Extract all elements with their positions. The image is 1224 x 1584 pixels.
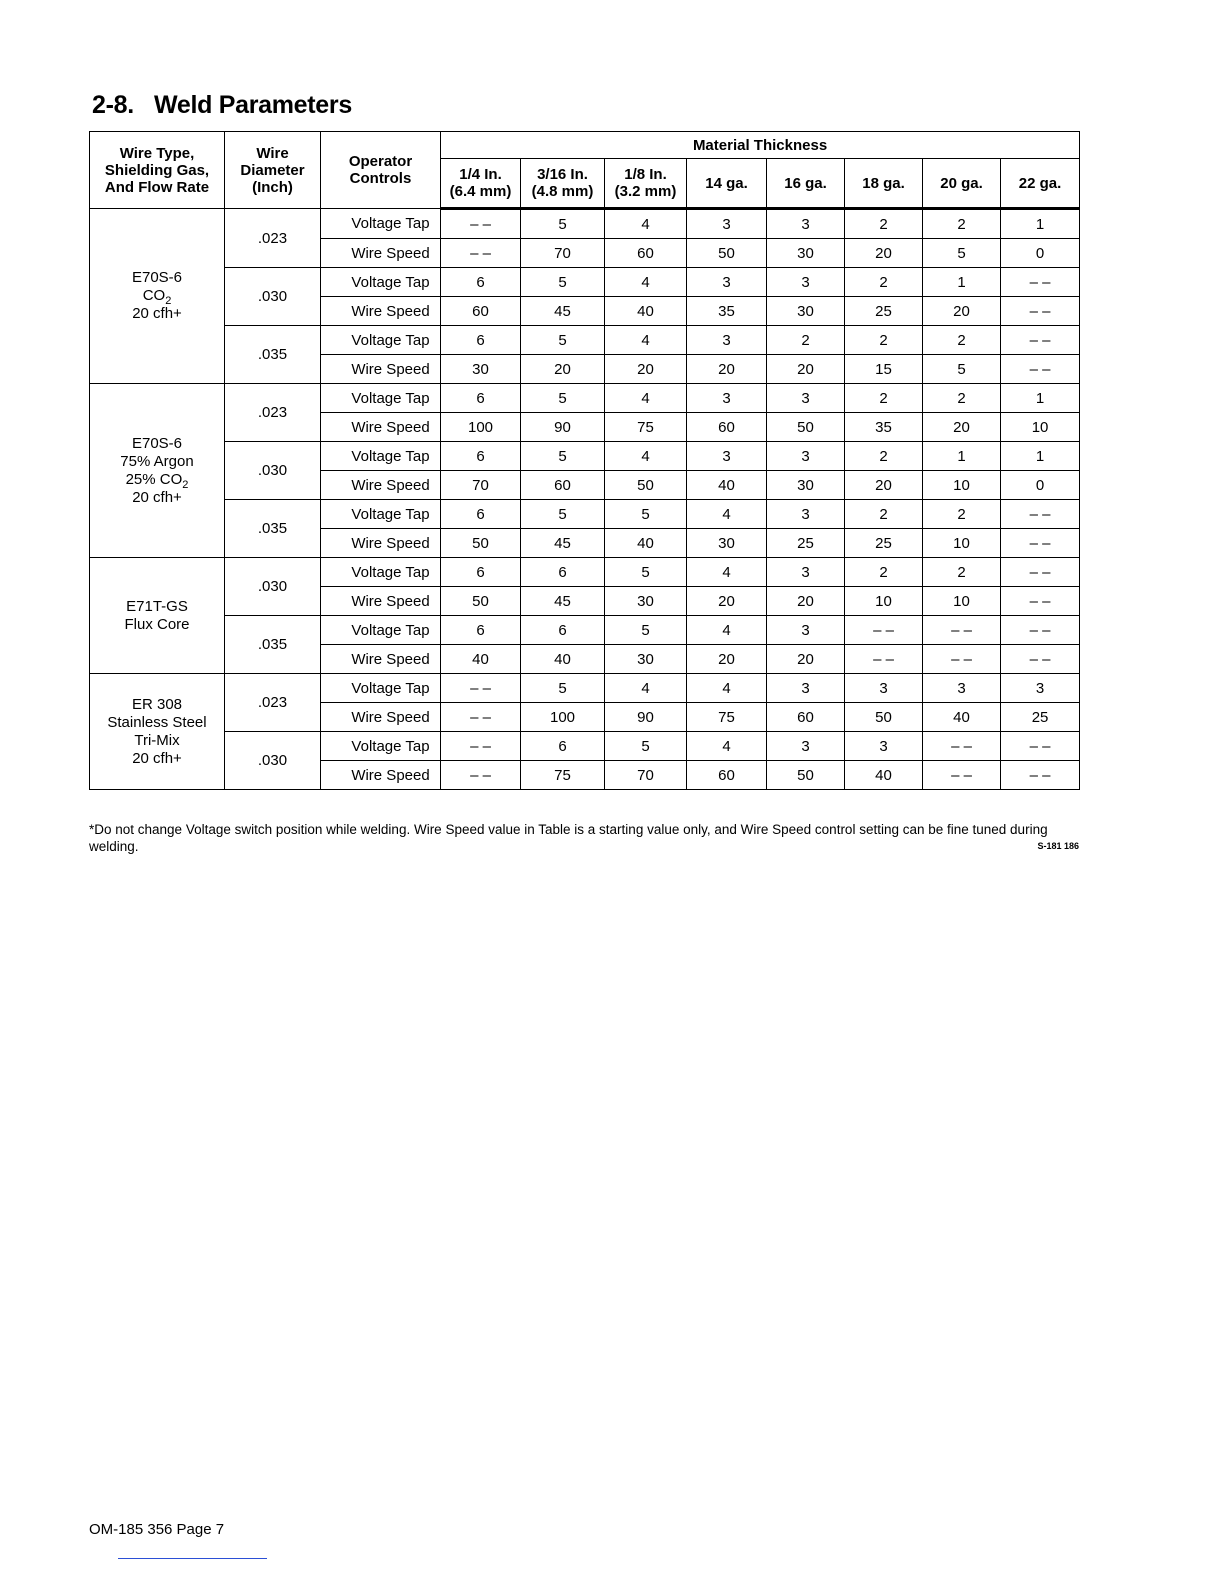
value-cell: 3 <box>687 384 767 413</box>
wire-diameter-cell: .030 <box>225 442 321 500</box>
operator-control-cell: Wire Speed <box>321 703 441 732</box>
header-wire-type-line: And Flow Rate <box>104 178 210 196</box>
value-cell: 60 <box>687 413 767 442</box>
value-cell: – – <box>923 616 1001 645</box>
value-cell: – – <box>441 209 521 239</box>
value-cell: 6 <box>441 326 521 355</box>
operator-control-cell: Voltage Tap <box>321 384 441 413</box>
value-cell: 70 <box>521 239 605 268</box>
value-cell: 90 <box>605 703 687 732</box>
header-thickness-line: 18 ga. <box>862 174 905 192</box>
header-wire-diameter-line: Diameter <box>240 161 305 179</box>
operator-control-cell: Wire Speed <box>321 413 441 442</box>
value-cell: 30 <box>441 355 521 384</box>
header-wire-type <box>90 132 225 209</box>
wire-diameter-cell: .023 <box>225 384 321 442</box>
value-cell: – – <box>441 761 521 790</box>
section-number: 2-8. <box>92 91 134 119</box>
header-thickness-line: 3/16 In. <box>537 166 588 183</box>
operator-control-cell: Voltage Tap <box>321 209 441 239</box>
operator-control-cell: Voltage Tap <box>321 674 441 703</box>
value-cell: 60 <box>441 297 521 326</box>
value-cell: 25 <box>767 529 845 558</box>
value-cell: – – <box>1001 645 1080 674</box>
wire-diameter-cell: .035 <box>225 500 321 558</box>
value-cell: – – <box>923 645 1001 674</box>
value-cell: 6 <box>441 616 521 645</box>
wire-diameter-cell: .030 <box>225 558 321 616</box>
value-cell: 70 <box>605 761 687 790</box>
value-cell: 3 <box>767 616 845 645</box>
wire-type-label-line: Stainless Steel <box>107 713 207 731</box>
header-operator-controls <box>321 132 441 209</box>
value-cell: 75 <box>605 413 687 442</box>
header-thickness-col <box>923 159 1001 209</box>
value-cell: 20 <box>767 587 845 616</box>
value-cell: 40 <box>605 297 687 326</box>
value-cell: – – <box>1001 732 1080 761</box>
value-cell: – – <box>441 732 521 761</box>
value-cell: 10 <box>923 471 1001 500</box>
wire-diameter-cell: .023 <box>225 209 321 268</box>
operator-control-cell: Wire Speed <box>321 587 441 616</box>
value-cell: 6 <box>441 558 521 587</box>
header-thickness-col <box>1001 159 1080 209</box>
value-cell: 30 <box>605 587 687 616</box>
header-thickness-line: (3.2 mm) <box>614 183 677 200</box>
value-cell: 2 <box>923 326 1001 355</box>
header-operator-controls-line: Controls <box>349 170 412 187</box>
value-cell: 30 <box>687 529 767 558</box>
value-cell: – – <box>1001 297 1080 326</box>
value-cell: – – <box>441 703 521 732</box>
value-cell: 4 <box>687 500 767 529</box>
operator-control-cell: Wire Speed <box>321 761 441 790</box>
value-cell: – – <box>1001 268 1080 297</box>
wire-type-label-line: 75% Argon <box>120 452 194 470</box>
value-cell: 6 <box>521 558 605 587</box>
value-cell: 2 <box>845 558 923 587</box>
header-thickness-line: (6.4 mm) <box>449 183 512 200</box>
value-cell: 6 <box>441 268 521 297</box>
value-cell: 30 <box>767 297 845 326</box>
value-cell: 5 <box>521 674 605 703</box>
value-cell: 20 <box>687 587 767 616</box>
value-cell: 4 <box>687 732 767 761</box>
value-cell: 4 <box>605 326 687 355</box>
value-cell: 2 <box>923 500 1001 529</box>
table-row <box>90 674 1080 703</box>
section-title-text: Weld Parameters <box>154 91 352 119</box>
wire-type-label-line: $CO_2$ <box>142 287 172 307</box>
value-cell: 50 <box>845 703 923 732</box>
value-cell: 40 <box>687 471 767 500</box>
value-cell: 4 <box>687 616 767 645</box>
value-cell: – – <box>441 674 521 703</box>
header-wire-type-line: Shielding Gas, <box>104 161 210 179</box>
wire-type-label-line: Tri-Mix <box>134 731 180 749</box>
value-cell: 3 <box>767 674 845 703</box>
value-cell: 20 <box>767 355 845 384</box>
header-wire-diameter-line: Wire <box>256 144 289 162</box>
value-cell: 1 <box>1001 384 1080 413</box>
value-cell: 45 <box>521 297 605 326</box>
value-cell: 45 <box>521 529 605 558</box>
header-wire-type-line: Wire Type, <box>119 144 195 162</box>
header-thickness-col <box>605 159 687 209</box>
value-cell: 100 <box>441 413 521 442</box>
value-cell: 35 <box>687 297 767 326</box>
value-cell: 60 <box>605 239 687 268</box>
value-cell: 3 <box>687 442 767 471</box>
value-cell: 2 <box>845 384 923 413</box>
value-cell: 35 <box>845 413 923 442</box>
value-cell: 5 <box>923 355 1001 384</box>
value-cell: 4 <box>687 674 767 703</box>
value-cell: 3 <box>767 268 845 297</box>
weld-parameters-table <box>89 131 1080 790</box>
header-thickness-col <box>441 159 521 209</box>
value-cell: 50 <box>767 413 845 442</box>
value-cell: 0 <box>1001 471 1080 500</box>
operator-control-cell: Wire Speed <box>321 645 441 674</box>
operator-control-cell: Wire Speed <box>321 239 441 268</box>
value-cell: 3 <box>845 732 923 761</box>
wire-type-label-line: 20 cfh+ <box>132 488 182 506</box>
value-cell: 0 <box>1001 239 1080 268</box>
value-cell: 40 <box>923 703 1001 732</box>
value-cell: 5 <box>521 500 605 529</box>
table-row <box>90 442 1080 471</box>
value-cell: 10 <box>923 587 1001 616</box>
value-cell: 10 <box>923 529 1001 558</box>
value-cell: 50 <box>687 239 767 268</box>
wire-type-label-line: 25% $CO_2$ <box>125 470 189 491</box>
value-cell: 6 <box>441 384 521 413</box>
value-cell: 75 <box>687 703 767 732</box>
wire-type-label-line: 20 cfh+ <box>132 305 182 322</box>
section-title <box>92 91 352 120</box>
value-cell: – – <box>1001 761 1080 790</box>
value-cell: 20 <box>687 645 767 674</box>
value-cell: 3 <box>923 674 1001 703</box>
value-cell: – – <box>1001 616 1080 645</box>
value-cell: 40 <box>441 645 521 674</box>
header-thickness-line: 20 ga. <box>940 174 983 192</box>
value-cell: 60 <box>521 471 605 500</box>
footer-rule <box>118 1558 267 1559</box>
value-cell: 20 <box>845 471 923 500</box>
value-cell: 25 <box>845 529 923 558</box>
value-cell: 2 <box>923 384 1001 413</box>
value-cell: 5 <box>605 616 687 645</box>
table-footnote: *Do not change Voltage switch position while welding. Wire Speed value in Table is a starting value only, and Wire Speed control setting can be fine tuned during welding. <box>89 822 1048 854</box>
value-cell: 2 <box>845 442 923 471</box>
value-cell: 3 <box>1001 674 1080 703</box>
value-cell: 20 <box>923 297 1001 326</box>
value-cell: 90 <box>521 413 605 442</box>
value-cell: 60 <box>687 761 767 790</box>
operator-control-cell: Wire Speed <box>321 355 441 384</box>
table-row <box>90 500 1080 529</box>
value-cell: 5 <box>521 268 605 297</box>
wire-type-group-label <box>90 209 225 384</box>
operator-control-cell: Voltage Tap <box>321 500 441 529</box>
value-cell: 2 <box>845 268 923 297</box>
operator-control-cell: Wire Speed <box>321 471 441 500</box>
wire-type-label-line: ER 308 <box>131 695 183 713</box>
value-cell: 25 <box>845 297 923 326</box>
value-cell: 50 <box>441 529 521 558</box>
value-cell: 3 <box>687 268 767 297</box>
value-cell: – – <box>845 645 923 674</box>
wire-type-label-line: E70S-6 <box>131 434 183 452</box>
header-material-thickness: Material Thickness <box>441 132 1080 159</box>
value-cell: 30 <box>605 645 687 674</box>
value-cell: 40 <box>521 645 605 674</box>
wire-type-label-line: E70S-6 <box>131 269 183 286</box>
value-cell: 3 <box>767 442 845 471</box>
value-cell: 2 <box>845 326 923 355</box>
value-cell: 3 <box>767 558 845 587</box>
value-cell: 2 <box>923 558 1001 587</box>
value-cell: 4 <box>605 209 687 239</box>
value-cell: 4 <box>687 558 767 587</box>
value-cell: – – <box>1001 558 1080 587</box>
value-cell: 1 <box>923 268 1001 297</box>
value-cell: 50 <box>441 587 521 616</box>
value-cell: 5 <box>521 326 605 355</box>
value-cell: – – <box>923 761 1001 790</box>
value-cell: 3 <box>767 732 845 761</box>
value-cell: 25 <box>1001 703 1080 732</box>
operator-control-cell: Wire Speed <box>321 297 441 326</box>
value-cell: – – <box>1001 587 1080 616</box>
value-cell: 20 <box>605 355 687 384</box>
value-cell: 15 <box>845 355 923 384</box>
value-cell: – – <box>1001 326 1080 355</box>
value-cell: – – <box>441 239 521 268</box>
value-cell: – – <box>1001 500 1080 529</box>
operator-control-cell: Voltage Tap <box>321 326 441 355</box>
value-cell: 40 <box>605 529 687 558</box>
table-row <box>90 558 1080 587</box>
figure-code: S-181 186 <box>1037 841 1079 851</box>
value-cell: 1 <box>1001 442 1080 471</box>
value-cell: 5 <box>521 384 605 413</box>
table-row <box>90 384 1080 413</box>
wire-diameter-cell: .035 <box>225 616 321 674</box>
value-cell: 4 <box>605 674 687 703</box>
value-cell: 45 <box>521 587 605 616</box>
header-thickness-line: (4.8 mm) <box>531 183 594 200</box>
table-row <box>90 732 1080 761</box>
value-cell: 10 <box>845 587 923 616</box>
wire-diameter-cell: .035 <box>225 326 321 384</box>
wire-type-group-label <box>90 674 225 790</box>
value-cell: – – <box>1001 529 1080 558</box>
value-cell: – – <box>845 616 923 645</box>
value-cell: 3 <box>767 209 845 239</box>
value-cell: 20 <box>845 239 923 268</box>
value-cell: 75 <box>521 761 605 790</box>
value-cell: 5 <box>521 442 605 471</box>
header-wire-diameter <box>225 132 321 209</box>
value-cell: 5 <box>605 558 687 587</box>
value-cell: 2 <box>767 326 845 355</box>
wire-type-label-line: 20 cfh+ <box>132 749 182 767</box>
value-cell: 100 <box>521 703 605 732</box>
header-operator-controls-line: Operator <box>348 153 413 170</box>
value-cell: 6 <box>521 616 605 645</box>
value-cell: 1 <box>1001 209 1080 239</box>
header-wire-diameter-line: (Inch) <box>252 178 293 196</box>
value-cell: 5 <box>923 239 1001 268</box>
value-cell: 5 <box>605 500 687 529</box>
value-cell: 3 <box>687 209 767 239</box>
value-cell: 30 <box>767 239 845 268</box>
operator-control-cell: Voltage Tap <box>321 616 441 645</box>
value-cell: 10 <box>1001 413 1080 442</box>
value-cell: 6 <box>441 442 521 471</box>
value-cell: 2 <box>923 209 1001 239</box>
wire-type-label-line: E71T-GS <box>126 597 188 615</box>
header-thickness-col <box>687 159 767 209</box>
value-cell: – – <box>1001 355 1080 384</box>
value-cell: 6 <box>521 732 605 761</box>
value-cell: 2 <box>845 500 923 529</box>
value-cell: 20 <box>521 355 605 384</box>
value-cell: 6 <box>441 500 521 529</box>
header-thickness-line: 1/8 In. <box>624 166 667 183</box>
header-thickness-col <box>521 159 605 209</box>
page-footer: OM-185 356 Page 7 <box>89 1521 225 1538</box>
value-cell: 3 <box>767 384 845 413</box>
table-row <box>90 616 1080 645</box>
wire-type-group-label <box>90 384 225 558</box>
operator-control-cell: Voltage Tap <box>321 558 441 587</box>
value-cell: 20 <box>767 645 845 674</box>
header-thickness-line: 14 ga. <box>705 174 748 192</box>
header-thickness-line: 16 ga. <box>784 174 827 192</box>
table-row <box>90 326 1080 355</box>
header-thickness-line: 22 ga. <box>1018 174 1062 192</box>
value-cell: 30 <box>767 471 845 500</box>
operator-control-cell: Voltage Tap <box>321 732 441 761</box>
header-thickness-col <box>767 159 845 209</box>
wire-diameter-cell: .030 <box>225 732 321 790</box>
value-cell: 2 <box>845 209 923 239</box>
value-cell: 50 <box>605 471 687 500</box>
value-cell: – – <box>923 732 1001 761</box>
header-thickness-col <box>845 159 923 209</box>
value-cell: 40 <box>845 761 923 790</box>
value-cell: 3 <box>845 674 923 703</box>
value-cell: 3 <box>687 326 767 355</box>
value-cell: 5 <box>521 209 605 239</box>
value-cell: 3 <box>767 500 845 529</box>
value-cell: 20 <box>687 355 767 384</box>
value-cell: 50 <box>767 761 845 790</box>
table-row <box>90 268 1080 297</box>
value-cell: 4 <box>605 442 687 471</box>
wire-type-group-label <box>90 558 225 674</box>
operator-control-cell: Voltage Tap <box>321 268 441 297</box>
table-row <box>90 209 1080 239</box>
value-cell: 1 <box>923 442 1001 471</box>
header-thickness-line: 1/4 In. <box>459 166 502 183</box>
wire-diameter-cell: .023 <box>225 674 321 732</box>
value-cell: 60 <box>767 703 845 732</box>
wire-diameter-cell: .030 <box>225 268 321 326</box>
operator-control-cell: Voltage Tap <box>321 442 441 471</box>
value-cell: 70 <box>441 471 521 500</box>
value-cell: 5 <box>605 732 687 761</box>
wire-type-label-line: Flux Core <box>124 615 190 633</box>
value-cell: 4 <box>605 384 687 413</box>
operator-control-cell: Wire Speed <box>321 529 441 558</box>
value-cell: 4 <box>605 268 687 297</box>
value-cell: 20 <box>923 413 1001 442</box>
